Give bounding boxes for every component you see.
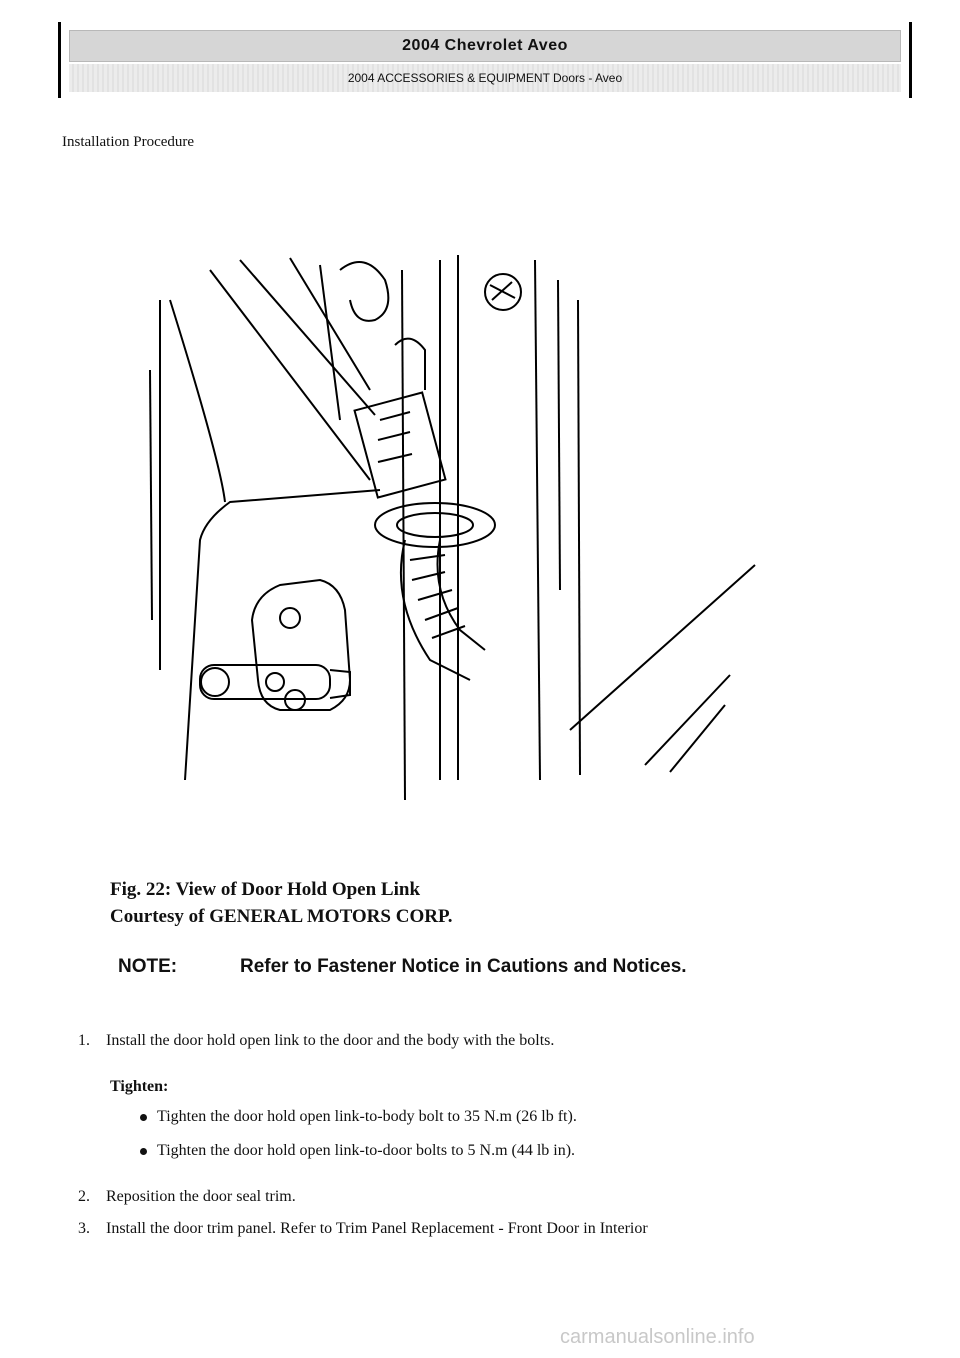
document-subtitle: 2004 ACCESSORIES & EQUIPMENT Doors - Aveo [69, 64, 901, 92]
figure-caption-title: Fig. 22: View of Door Hold Open Link [110, 879, 421, 900]
note-text: Refer to Fastener Notice in Cautions and Notices. [240, 956, 687, 977]
step-number: 3. [78, 1220, 90, 1237]
tighten-label: Tighten: [110, 1078, 169, 1095]
step-number: 1. [78, 1032, 90, 1049]
tighten-item [140, 1142, 575, 1160]
watermark: carmanualsonline.info [560, 1326, 755, 1348]
note-label: NOTE: [118, 956, 178, 977]
figure-caption [110, 876, 453, 930]
step-text: Reposition the door seal trim. [106, 1188, 296, 1205]
bullet-icon [140, 1148, 147, 1155]
tighten-item-text: Tighten the door hold open link-to-body bolt to 35 N.m (26 lb ft). [157, 1108, 577, 1125]
section-title: Installation Procedure [62, 134, 195, 150]
tighten-item-text: Tighten the door hold open link-to-door bolts to 5 N.m (44 lb in). [157, 1142, 576, 1159]
bullet-icon [140, 1114, 147, 1121]
door-hold-open-link-illustration [140, 240, 780, 800]
step-number: 2. [78, 1188, 90, 1205]
step-text: Install the door hold open link to the door and the body with the bolts. [106, 1032, 555, 1049]
tighten-item [140, 1108, 577, 1126]
step-text: Install the door trim panel. Refer to Trim Panel Replacement - Front Door in Interior [106, 1220, 648, 1237]
figure-caption-credit: Courtesy of GENERAL MOTORS CORP. [110, 906, 453, 927]
document-header [58, 22, 912, 98]
document-title: 2004 Chevrolet Aveo [69, 30, 901, 62]
